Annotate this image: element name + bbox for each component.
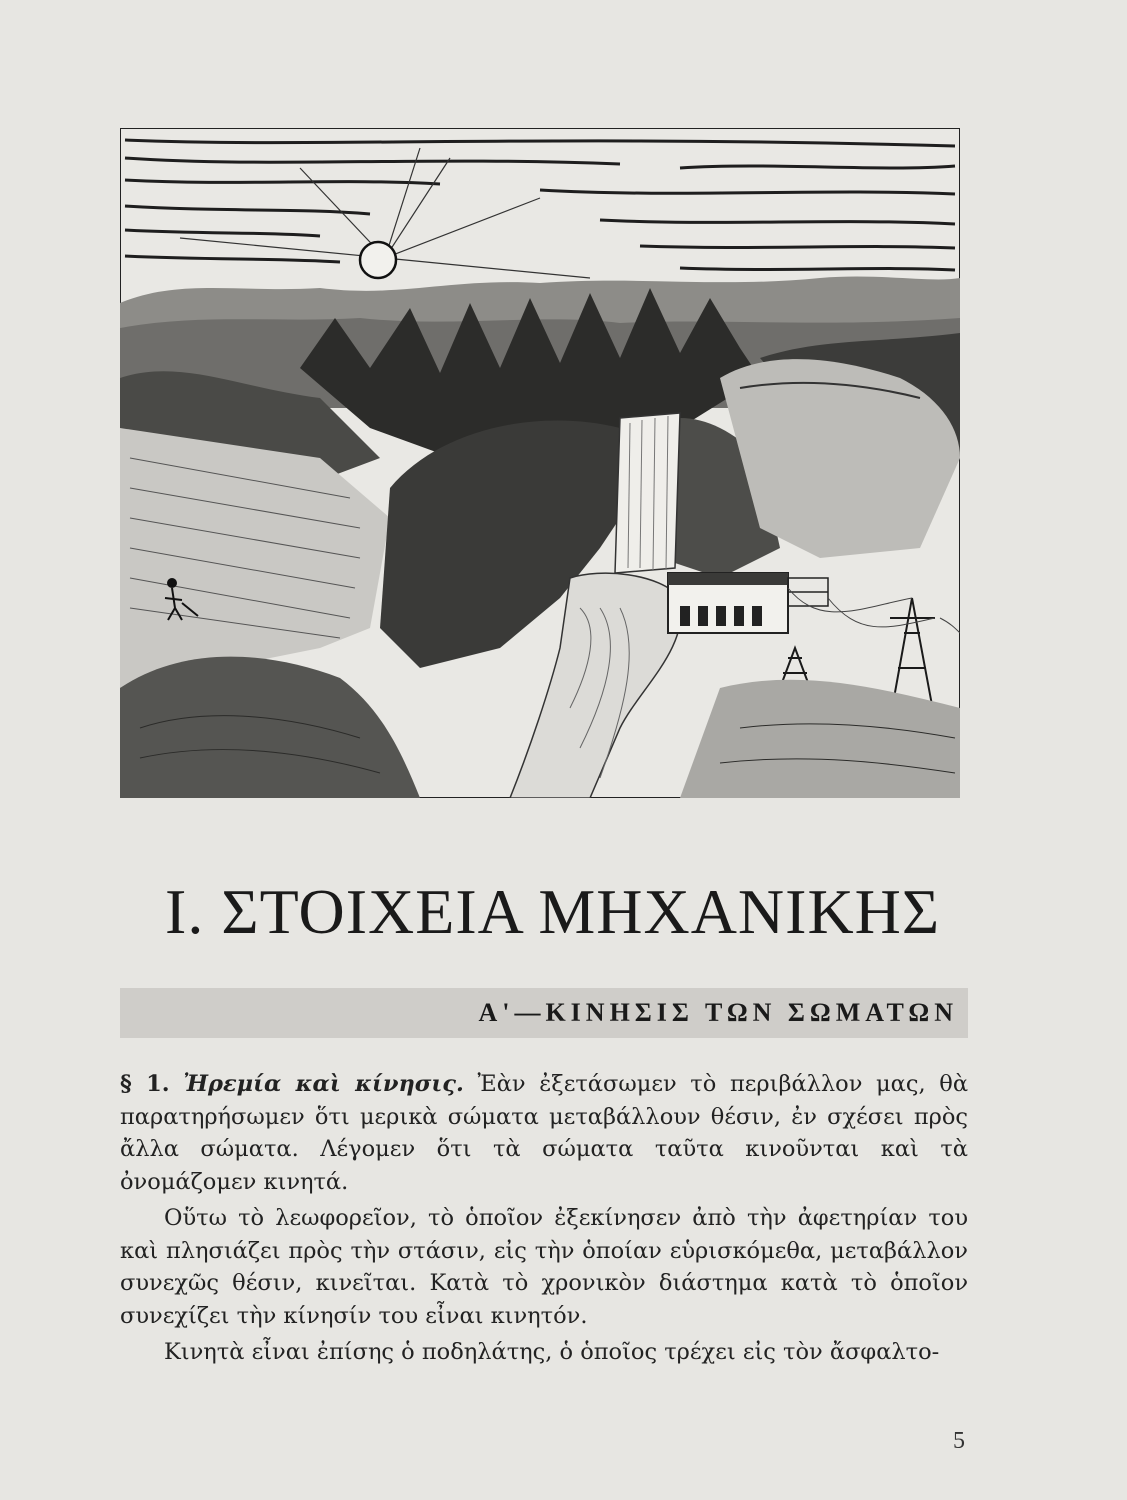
section-heading: Α'—ΚΙΝΗΣΙΣ ΤΩΝ ΣΩΜΑΤΩΝ [478,998,958,1027]
section-subtitle: Ἠρεμία καὶ κίνησις. [183,1071,464,1097]
chapter-title: I. ΣΤΟΙΧΕΙΑ ΜΗΧΑΝΙΚΗΣ [165,876,941,947]
paragraph-1 [120,1068,968,1198]
page-number: 5 [953,1428,965,1454]
section-number: § 1. [120,1071,170,1097]
section-heading-band [120,988,968,1038]
hydroelectric-landscape-illustration [120,128,960,798]
body-text [120,1068,968,1369]
paragraph-2: Οὕτω τὸ λεωφορεῖον, τὸ ὁποῖον ἐξεκίνησεν ἀπὸ τὴν ἀφετηρίαν του καὶ πλησιάζει πρὸς τὴν στάσιν, εἰς τὴν ὁποίαν εὑρισκόμεθα, μεταβάλλον συνεχῶς θέσιν, κινεῖται. Κατὰ τὸ χρονικὸν διάστημα κατὰ τὸ ὁποῖον συνεχίζει τὴν κίνησίν του εἶναι κινητόν. [120,1205,968,1329]
paragraph-1-text: Ἐὰν ἐξετάσωμεν τὸ περιβάλλον μας, θὰ παρατηρήσωμεν ὅτι μερικὰ σώματα μεταβάλλουν θέσιν, ἐν σχέσει πρὸς ἄλλα σώματα. Λέγομεν ὅτι τὰ σώματα ταῦτα κινοῦνται καὶ τὰ ὀνομάζομεν κινητά. [120,1071,969,1195]
paragraph-3: Κινητὰ εἶναι ἐπίσης ὁ ποδηλάτης, ὁ ὁποῖος τρέχει εἰς τὸν ἄσφαλτο- [164,1339,940,1365]
